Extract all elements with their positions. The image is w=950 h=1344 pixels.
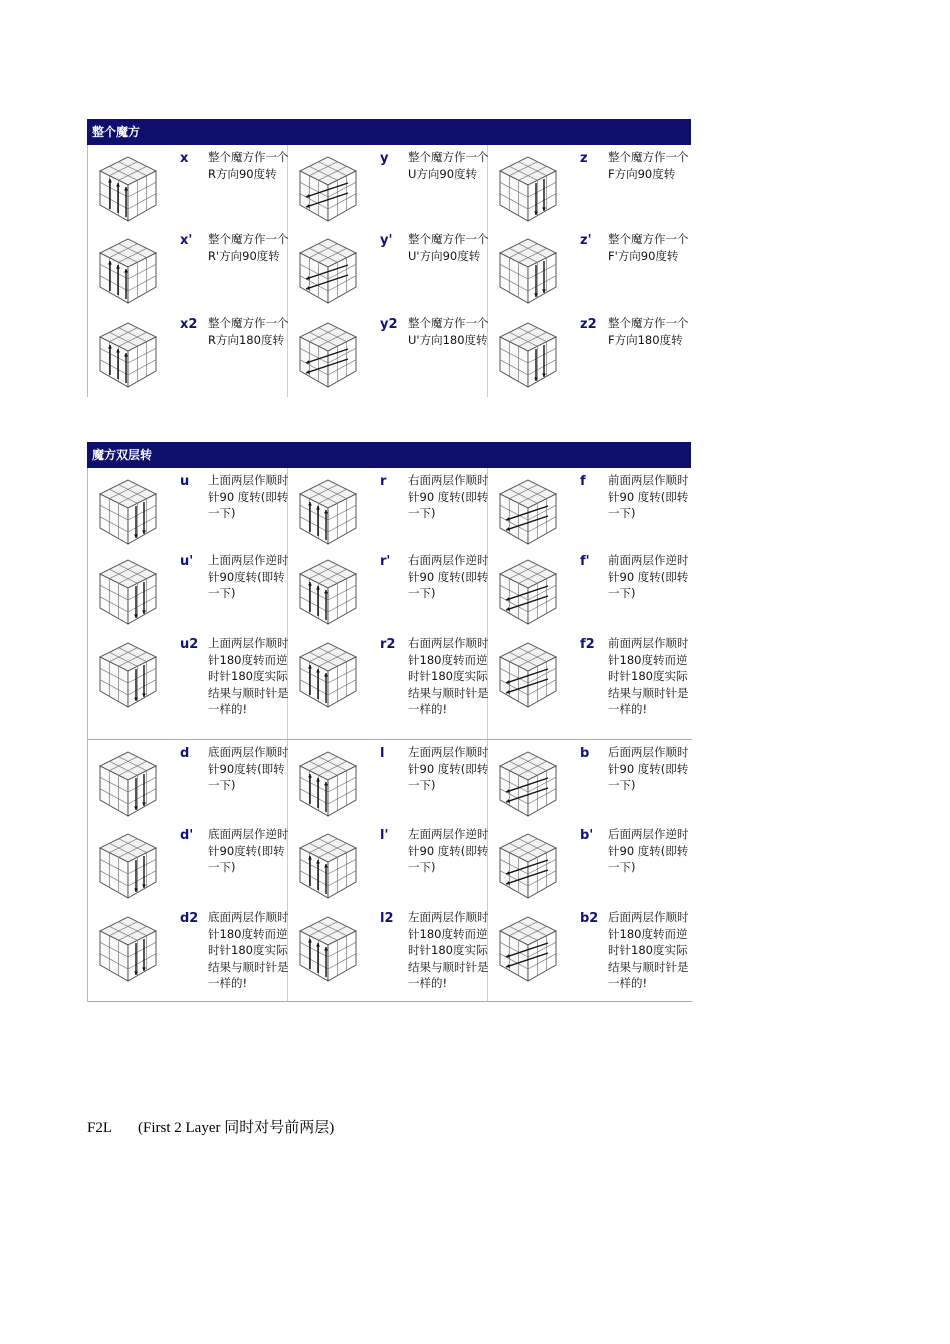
section-header: 整个魔方 (87, 119, 691, 145)
move-description: 整个魔方作一个U'方向90度转 (408, 232, 489, 263)
notation-cell (88, 905, 288, 1001)
move-code: l' (380, 828, 389, 843)
notation-cell (488, 227, 692, 311)
move-description: 左面两层作顺时针180度转而逆时针180度实际结果与顺时针是一样的! (408, 910, 489, 990)
move-description: 整个魔方作一个F方向90度转 (608, 150, 689, 181)
move-description: 后面两层作顺时针180度转而逆时针180度实际结果与顺时针是一样的! (608, 910, 689, 990)
cube-f-icon (496, 476, 560, 548)
cube-x-prime-icon (96, 235, 160, 307)
cube-y-prime-icon (296, 235, 360, 307)
section-header: 魔方双层转 (87, 442, 691, 468)
notation-grid (87, 468, 691, 1002)
move-description: 右面两层作顺时针180度转而逆时针180度实际结果与顺时针是一样的! (408, 636, 489, 716)
move-description: 整个魔方作一个U'方向180度转 (408, 316, 489, 347)
notation-cell (488, 548, 692, 631)
notation-cell (88, 631, 288, 739)
notation-cell (288, 145, 488, 227)
move-code: r2 (380, 637, 396, 652)
notation-cell (488, 822, 692, 905)
cube-y-icon (296, 153, 360, 225)
cube-d-prime-icon (96, 830, 160, 902)
notation-cell (88, 311, 288, 397)
move-description: 右面两层作逆时针90 度转(即转一下) (408, 553, 489, 600)
move-description: 上面两层作顺时针180度转而逆时针180度实际结果与顺时针是一样的! (208, 636, 289, 716)
cube-d2-icon (96, 913, 160, 985)
move-description: 整个魔方作一个U方向90度转 (408, 150, 489, 181)
move-code: d (180, 746, 190, 761)
f2l-note: (First 2 Layer 同时对号前两层) (138, 1120, 335, 1136)
move-code: b2 (580, 911, 599, 926)
move-code: u (180, 474, 190, 489)
bottom-divider (88, 1001, 692, 1002)
notation-cell (288, 227, 488, 311)
move-code: x (180, 151, 189, 166)
notation-cell (288, 905, 488, 1001)
move-code: l2 (380, 911, 394, 926)
notation-cell (88, 468, 288, 548)
move-description: 底面两层作逆时针90度转(即转一下) (208, 827, 289, 874)
notation-cell (488, 468, 692, 548)
cube-z-icon (496, 153, 560, 225)
move-code: x' (180, 233, 193, 248)
move-description: 整个魔方作一个F'方向90度转 (608, 232, 689, 263)
cube-r-prime-icon (296, 556, 360, 628)
notation-cell (488, 311, 692, 397)
cube-x2-icon (96, 319, 160, 391)
move-description: 前面两层作顺时针180度转而逆时针180度实际结果与顺时针是一样的! (608, 636, 689, 716)
move-code: b' (580, 828, 594, 843)
cube-x-icon (96, 153, 160, 225)
notation-cell (288, 311, 488, 397)
f2l-label: F2L (87, 1120, 113, 1136)
move-code: l (380, 746, 385, 761)
move-code: f' (580, 554, 590, 569)
move-description: 前面两层作顺时针90 度转(即转一下) (608, 473, 689, 520)
move-description: 后面两层作逆时针90 度转(即转一下) (608, 827, 689, 874)
move-description: 前面两层作逆时针90 度转(即转一下) (608, 553, 689, 600)
cube-f2-icon (496, 639, 560, 711)
move-code: b (580, 746, 590, 761)
move-description: 后面两层作顺时针90 度转(即转一下) (608, 745, 689, 792)
move-description: 整个魔方作一个F方向180度转 (608, 316, 689, 347)
move-description: 上面两层作顺时针90 度转(即转一下) (208, 473, 289, 520)
whole-cube-panel (87, 119, 691, 397)
double-layer-panel (87, 442, 691, 1002)
cube-z-prime-icon (496, 235, 560, 307)
move-code: r (380, 474, 387, 489)
cube-r-icon (296, 476, 360, 548)
move-description: 左面两层作逆时针90 度转(即转一下) (408, 827, 489, 874)
cube-b-prime-icon (496, 830, 560, 902)
cube-r2-icon (296, 639, 360, 711)
cube-l-prime-icon (296, 830, 360, 902)
notation-cell (88, 548, 288, 631)
move-code: f (580, 474, 586, 489)
cube-b-icon (496, 748, 560, 820)
cube-f-prime-icon (496, 556, 560, 628)
cube-b2-icon (496, 913, 560, 985)
move-code: d' (180, 828, 194, 843)
move-code: x2 (180, 317, 198, 332)
notation-cell (288, 468, 488, 548)
move-code: u' (180, 554, 194, 569)
f2l-heading (87, 1116, 334, 1137)
move-description: 右面两层作顺时针90 度转(即转一下) (408, 473, 489, 520)
notation-cell (288, 740, 488, 822)
notation-cell (488, 145, 692, 227)
move-description: 整个魔方作一个R方向90度转 (208, 150, 289, 181)
notation-cell (88, 740, 288, 822)
notation-cell (88, 227, 288, 311)
notation-cell (288, 631, 488, 739)
cube-l-icon (296, 748, 360, 820)
move-code: y' (380, 233, 393, 248)
notation-cell (488, 740, 692, 822)
notation-cell (88, 822, 288, 905)
notation-cell (288, 548, 488, 631)
notation-cell (488, 905, 692, 1001)
move-description: 底面两层作顺时针180度转而逆时针180度实际结果与顺时针是一样的! (208, 910, 289, 990)
notation-cell (488, 631, 692, 739)
notation-grid (87, 145, 691, 397)
move-code: d2 (180, 911, 199, 926)
move-code: z (580, 151, 588, 166)
move-description: 底面两层作顺时针90度转(即转一下) (208, 745, 289, 792)
cube-u-prime-icon (96, 556, 160, 628)
notation-cell (288, 822, 488, 905)
move-code: u2 (180, 637, 199, 652)
move-description: 左面两层作顺时针90 度转(即转一下) (408, 745, 489, 792)
move-code: y2 (380, 317, 398, 332)
cube-l2-icon (296, 913, 360, 985)
cube-u2-icon (96, 639, 160, 711)
move-code: r' (380, 554, 391, 569)
move-code: f2 (580, 637, 595, 652)
cube-d-icon (96, 748, 160, 820)
notation-cell (88, 145, 288, 227)
move-code: z' (580, 233, 592, 248)
cube-y2-icon (296, 319, 360, 391)
move-description: 整个魔方作一个R'方向90度转 (208, 232, 289, 263)
move-code: y (380, 151, 389, 166)
move-description: 上面两层作逆时针90度转(即转一下) (208, 553, 289, 600)
move-code: z2 (580, 317, 597, 332)
cube-z2-icon (496, 319, 560, 391)
move-description: 整个魔方作一个R方向180度转 (208, 316, 289, 347)
cube-u-icon (96, 476, 160, 548)
